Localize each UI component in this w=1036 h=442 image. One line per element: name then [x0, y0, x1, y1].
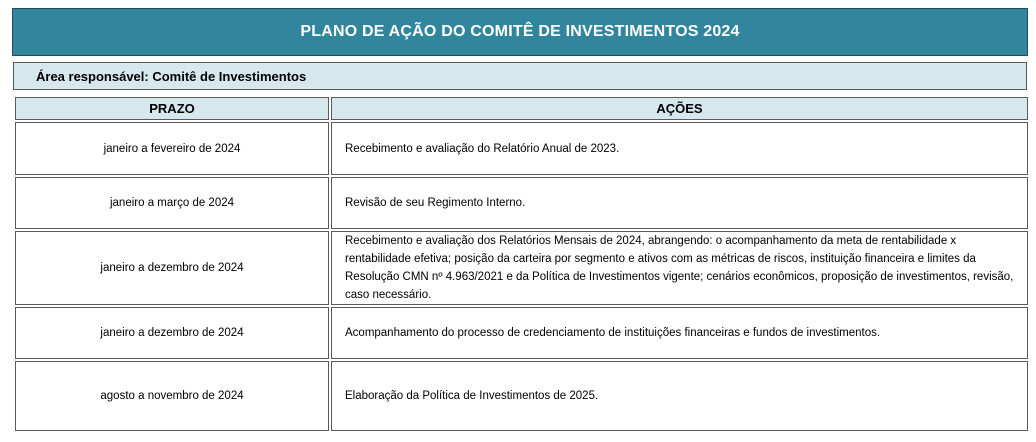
- action-plan-table: [13, 95, 1030, 433]
- table-row: [15, 177, 1028, 229]
- area-responsible-label: Área responsável: Comitê de Investimentos: [13, 62, 1027, 90]
- header-acoes: AÇÕES: [331, 97, 1028, 120]
- row-prazo: janeiro a dezembro de 2024: [15, 231, 329, 305]
- row-acao: Acompanhamento do processo de credenciamento de instituições financeiras e fundos de investimentos.: [331, 307, 1028, 359]
- table-row: [15, 231, 1028, 305]
- row-acao: Elaboração da Política de Investimentos de 2025.: [331, 361, 1028, 431]
- table-row: [15, 307, 1028, 359]
- row-acao: Recebimento e avaliação dos Relatórios Mensais de 2024, abrangendo: o acompanhamento da meta de rentabilidade x rentabilidade efetiva; posição da carteira por segmento e ativos com as métricas de riscos, instituição financeira e limites da Resolução CMN nº 4.963/2021 e da Política de Investimentos vigente; cenários econômicos, proposição de investimentos, revisão, caso necessário.: [331, 231, 1028, 305]
- row-acao: Revisão de seu Regimento Interno.: [331, 177, 1028, 229]
- row-prazo: janeiro a fevereiro de 2024: [15, 122, 329, 175]
- header-prazo: PRAZO: [15, 97, 329, 120]
- row-prazo: agosto a novembro de 2024: [15, 361, 329, 431]
- row-prazo: janeiro a março de 2024: [15, 177, 329, 229]
- table-row: [15, 361, 1028, 431]
- table-header-row: [15, 97, 1028, 120]
- table-row: [15, 122, 1028, 175]
- page-title: PLANO DE AÇÃO DO COMITÊ DE INVESTIMENTOS 2024: [12, 8, 1028, 56]
- row-acao: Recebimento e avaliação do Relatório Anual de 2023.: [331, 122, 1028, 175]
- row-prazo: janeiro a dezembro de 2024: [15, 307, 329, 359]
